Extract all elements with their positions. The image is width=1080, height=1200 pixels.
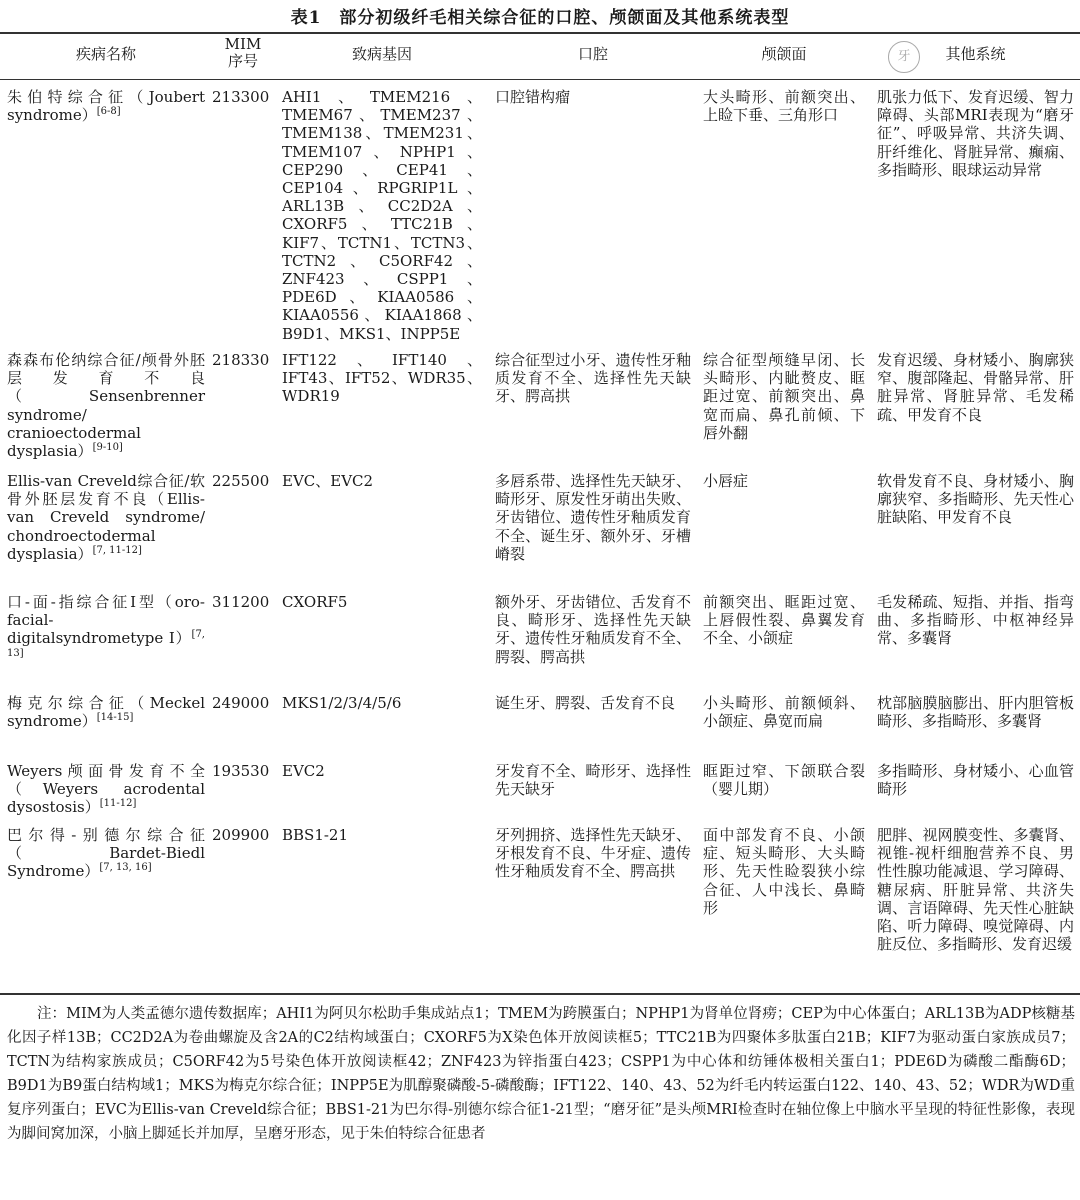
craniofacial-cell: 大头畸形、前额突出、上睑下垂、三角形口 — [703, 88, 865, 125]
craniofacial-cell: 前额突出、眶距过宽、上唇假性裂、鼻翼发育不全、小颌症 — [703, 593, 865, 648]
watermark-seal-icon: 牙 — [888, 41, 920, 73]
oral-cell: 牙发育不全、畸形牙、选择性先天缺牙 — [495, 762, 691, 799]
oral-cell: 多唇系带、选择性先天缺牙、畸形牙、原发性牙萌出失败、牙齿错位、遗传性牙釉质发育不全、诞生牙、额外牙、牙槽嵴裂 — [495, 472, 691, 563]
gene-cell: BBS1-21 — [282, 826, 349, 844]
reference-marker: [7, 13, 16] — [99, 862, 152, 874]
disease-name-text: 朱伯特综合征（Joubert syndrome） — [7, 88, 205, 125]
disease-name-cell — [7, 88, 205, 124]
mim-cell: 218330 — [212, 351, 270, 369]
mim-cell: 249000 — [212, 694, 270, 712]
header-oral: 口腔 — [577, 45, 608, 63]
mim-cell: 311200 — [212, 593, 270, 611]
mim-cell: 225500 — [212, 472, 270, 490]
disease-name-cell — [7, 694, 205, 730]
gene-cell: AHI1、TMEM216、TMEM67、TMEM237、TMEM138、TMEM231、TMEM107、NPHP1、CEP290、CEP41、CEP104、RPGRIP1L、ARL13B、CC2D2A、CXORF5、TTC21B、KIF7、TCTN1、TCTN3、TCTN2、C5ORF42、ZNF423、CSPP1、PDE6D、KIAA0586、KIAA0556、KIAA1868、B9D1、MKS1、INPP5E — [282, 88, 482, 343]
reference-marker: [11-12] — [99, 798, 137, 810]
header-other-systems: 其他系统 — [945, 45, 1006, 63]
gene-cell: EVC2 — [282, 762, 325, 780]
disease-name-text: Ellis-van Creveld综合征/软骨外胚层发育不良（Ellis-van Creveld syndrome/ chondroectodermal dysplasia） — [7, 472, 205, 563]
gene-cell: IFT122、IFT140、IFT43、IFT52、WDR35、WDR19 — [282, 351, 482, 406]
table-top-rule — [0, 32, 1080, 34]
other-systems-cell: 多指畸形、身材矮小、心血管畸形 — [877, 762, 1074, 799]
other-systems-cell: 发育迟缓、身材矮小、胸廓狭窄、腹部隆起、骨骼异常、肝脏异常、肾脏异常、毛发稀疏、甲发育不良 — [877, 351, 1074, 424]
reference-marker: [6-8] — [96, 106, 121, 118]
header-mim-line2: 序号 — [227, 52, 258, 70]
reference-marker: [9-10] — [92, 442, 123, 454]
disease-name-text: 梅克尔综合征（Meckel syndrome） — [7, 694, 205, 731]
mim-cell: 209900 — [212, 826, 270, 844]
gene-cell: EVC、EVC2 — [282, 472, 374, 490]
other-systems-cell: 毛发稀疏、短指、并指、指弯曲、多指畸形、中枢神经异常、多囊肾 — [877, 593, 1074, 648]
craniofacial-cell: 综合征型颅缝早闭、长头畸形、内眦赘皮、眶距过宽、前额突出、鼻宽而扁、鼻孔前倾、下唇外翻 — [703, 351, 865, 442]
mim-cell: 213300 — [212, 88, 270, 106]
craniofacial-cell: 小头畸形、前额倾斜、小颌症、鼻宽而扁 — [703, 694, 865, 731]
craniofacial-cell: 眶距过窄、下颌联合裂（婴儿期） — [703, 762, 865, 799]
reference-marker: [14-15] — [96, 712, 134, 724]
disease-name-cell — [7, 351, 205, 460]
disease-name-text: 巴尔得-别德尔综合征（Bardet-Biedl Syndrome） — [7, 826, 205, 881]
other-systems-cell: 枕部脑膜脑膨出、肝内胆管板畸形、多指畸形、多囊肾 — [877, 694, 1074, 731]
disease-name-cell — [7, 472, 205, 563]
craniofacial-cell: 小唇症 — [703, 472, 749, 490]
header-mim-line1: MIM — [224, 35, 262, 53]
disease-name-text: 森森布伦纳综合征/颅骨外胚层发育不良（Sensenbrenner syndrome/ cranioectodermal dysplasia） — [7, 351, 205, 461]
oral-cell: 额外牙、牙齿错位、舌发育不良、畸形牙、选择性先天缺牙、遗传性牙釉质发育不全、腭裂、腭高拱 — [495, 593, 691, 666]
gene-cell: MKS1/2/3/4/5/6 — [282, 694, 402, 712]
disease-name-cell — [7, 826, 205, 881]
oral-cell: 口腔错构瘤 — [495, 88, 571, 106]
header-mim — [212, 36, 274, 70]
table-header-rule — [0, 79, 1080, 80]
table-footnote: 注：MIM为人类孟德尔遗传数据库；AHI1为阿贝尔松助手集成站点1；TMEM为跨膜蛋白；NPHP1为肾单位肾痨；CEP为中心体蛋白；ARL13B为ADP核糖基化因子样13B；CC2D2A为卷曲螺旋及含2A的C2结构域蛋白；CXORF5为X染色体开放阅读框5；TTC21B为四聚体多肽蛋白21B；KIF7为驱动蛋白家族成员7；TCTN为结构家族成员；C5ORF42为5号染色体开放阅读框42；ZNF423为锌指蛋白423；CSPP1为中心体和纺锤体极相关蛋白1；PDE6D为磷酸二酯酶6D；B9D1为B9蛋白结构域1；MKS为梅克尔综合征；INPP5E为肌醇聚磷酸-5-磷酸酶；IFT122、140、43、52为纤毛内转运蛋白122、140、43、52；WDR为WD重复序列蛋白；EVC为Ellis-van Creveld综合征；BBS1-21为巴尔得-别德尔综合征1-21型；“磨牙征”是头颅MRI检查时在轴位像上中脑水平呈现的特征性影像，表现为脚间窝加深，小脑上脚延长并加厚，呈磨牙形态，见于朱伯特综合征患者 — [7, 1006, 1075, 1142]
craniofacial-cell: 面中部发育不良、小颌症、短头畸形、大头畸形、先天性睑裂狭小综合征、人中浅长、鼻畸形 — [703, 826, 865, 917]
gene-cell: CXORF5 — [282, 593, 348, 611]
oral-cell: 诞生牙、腭裂、舌发育不良 — [495, 694, 676, 712]
reference-marker: [7, 11-12] — [92, 544, 142, 556]
table-bottom-rule — [0, 993, 1080, 995]
disease-name-text: 口-面-指综合征Ⅰ型（oro-facial-digitalsyndrometype Ⅰ） — [7, 593, 205, 648]
header-disease-name: 疾病名称 — [75, 45, 136, 63]
table-title: 表1 部分初级纤毛相关综合征的口腔、颅颌面及其他系统表型 — [290, 8, 790, 28]
disease-name-cell — [7, 593, 205, 666]
reference-marker: [7, 13] — [7, 629, 205, 659]
oral-cell: 综合征型过小牙、遗传性牙釉质发育不全、选择性先天缺牙、腭高拱 — [495, 351, 691, 406]
disease-name-cell — [7, 762, 205, 817]
header-gene: 致病基因 — [351, 45, 412, 63]
other-systems-cell: 肌张力低下、发育迟缓、智力障碍、头部MRI表现为“磨牙征”、呼吸异常、共济失调、肝纤维化、肾脏异常、癫痫、多指畸形、眼球运动异常 — [877, 88, 1074, 179]
mim-cell: 193530 — [212, 762, 270, 780]
oral-cell: 牙列拥挤、选择性先天缺牙、牙根发育不良、牛牙症、遗传性牙釉质发育不全、腭高拱 — [495, 826, 691, 881]
other-systems-cell: 肥胖、视网膜变性、多囊肾、视锥-视杆细胞营养不良、男性性腺功能减退、学习障碍、糖尿病、肝脏异常、共济失调、言语障碍、先天性心脏缺陷、听力障碍、嗅觉障碍、内脏反位、多指畸形、发育迟缓 — [877, 826, 1074, 954]
header-craniofacial: 颅颌面 — [761, 45, 807, 63]
other-systems-cell: 软骨发育不良、身材矮小、胸廓狭窄、多指畸形、先天性心脏缺陷、甲发育不良 — [877, 472, 1074, 527]
disease-name-text: Weyers颅面骨发育不全（Weyers acrodental dysostosis） — [7, 762, 205, 817]
